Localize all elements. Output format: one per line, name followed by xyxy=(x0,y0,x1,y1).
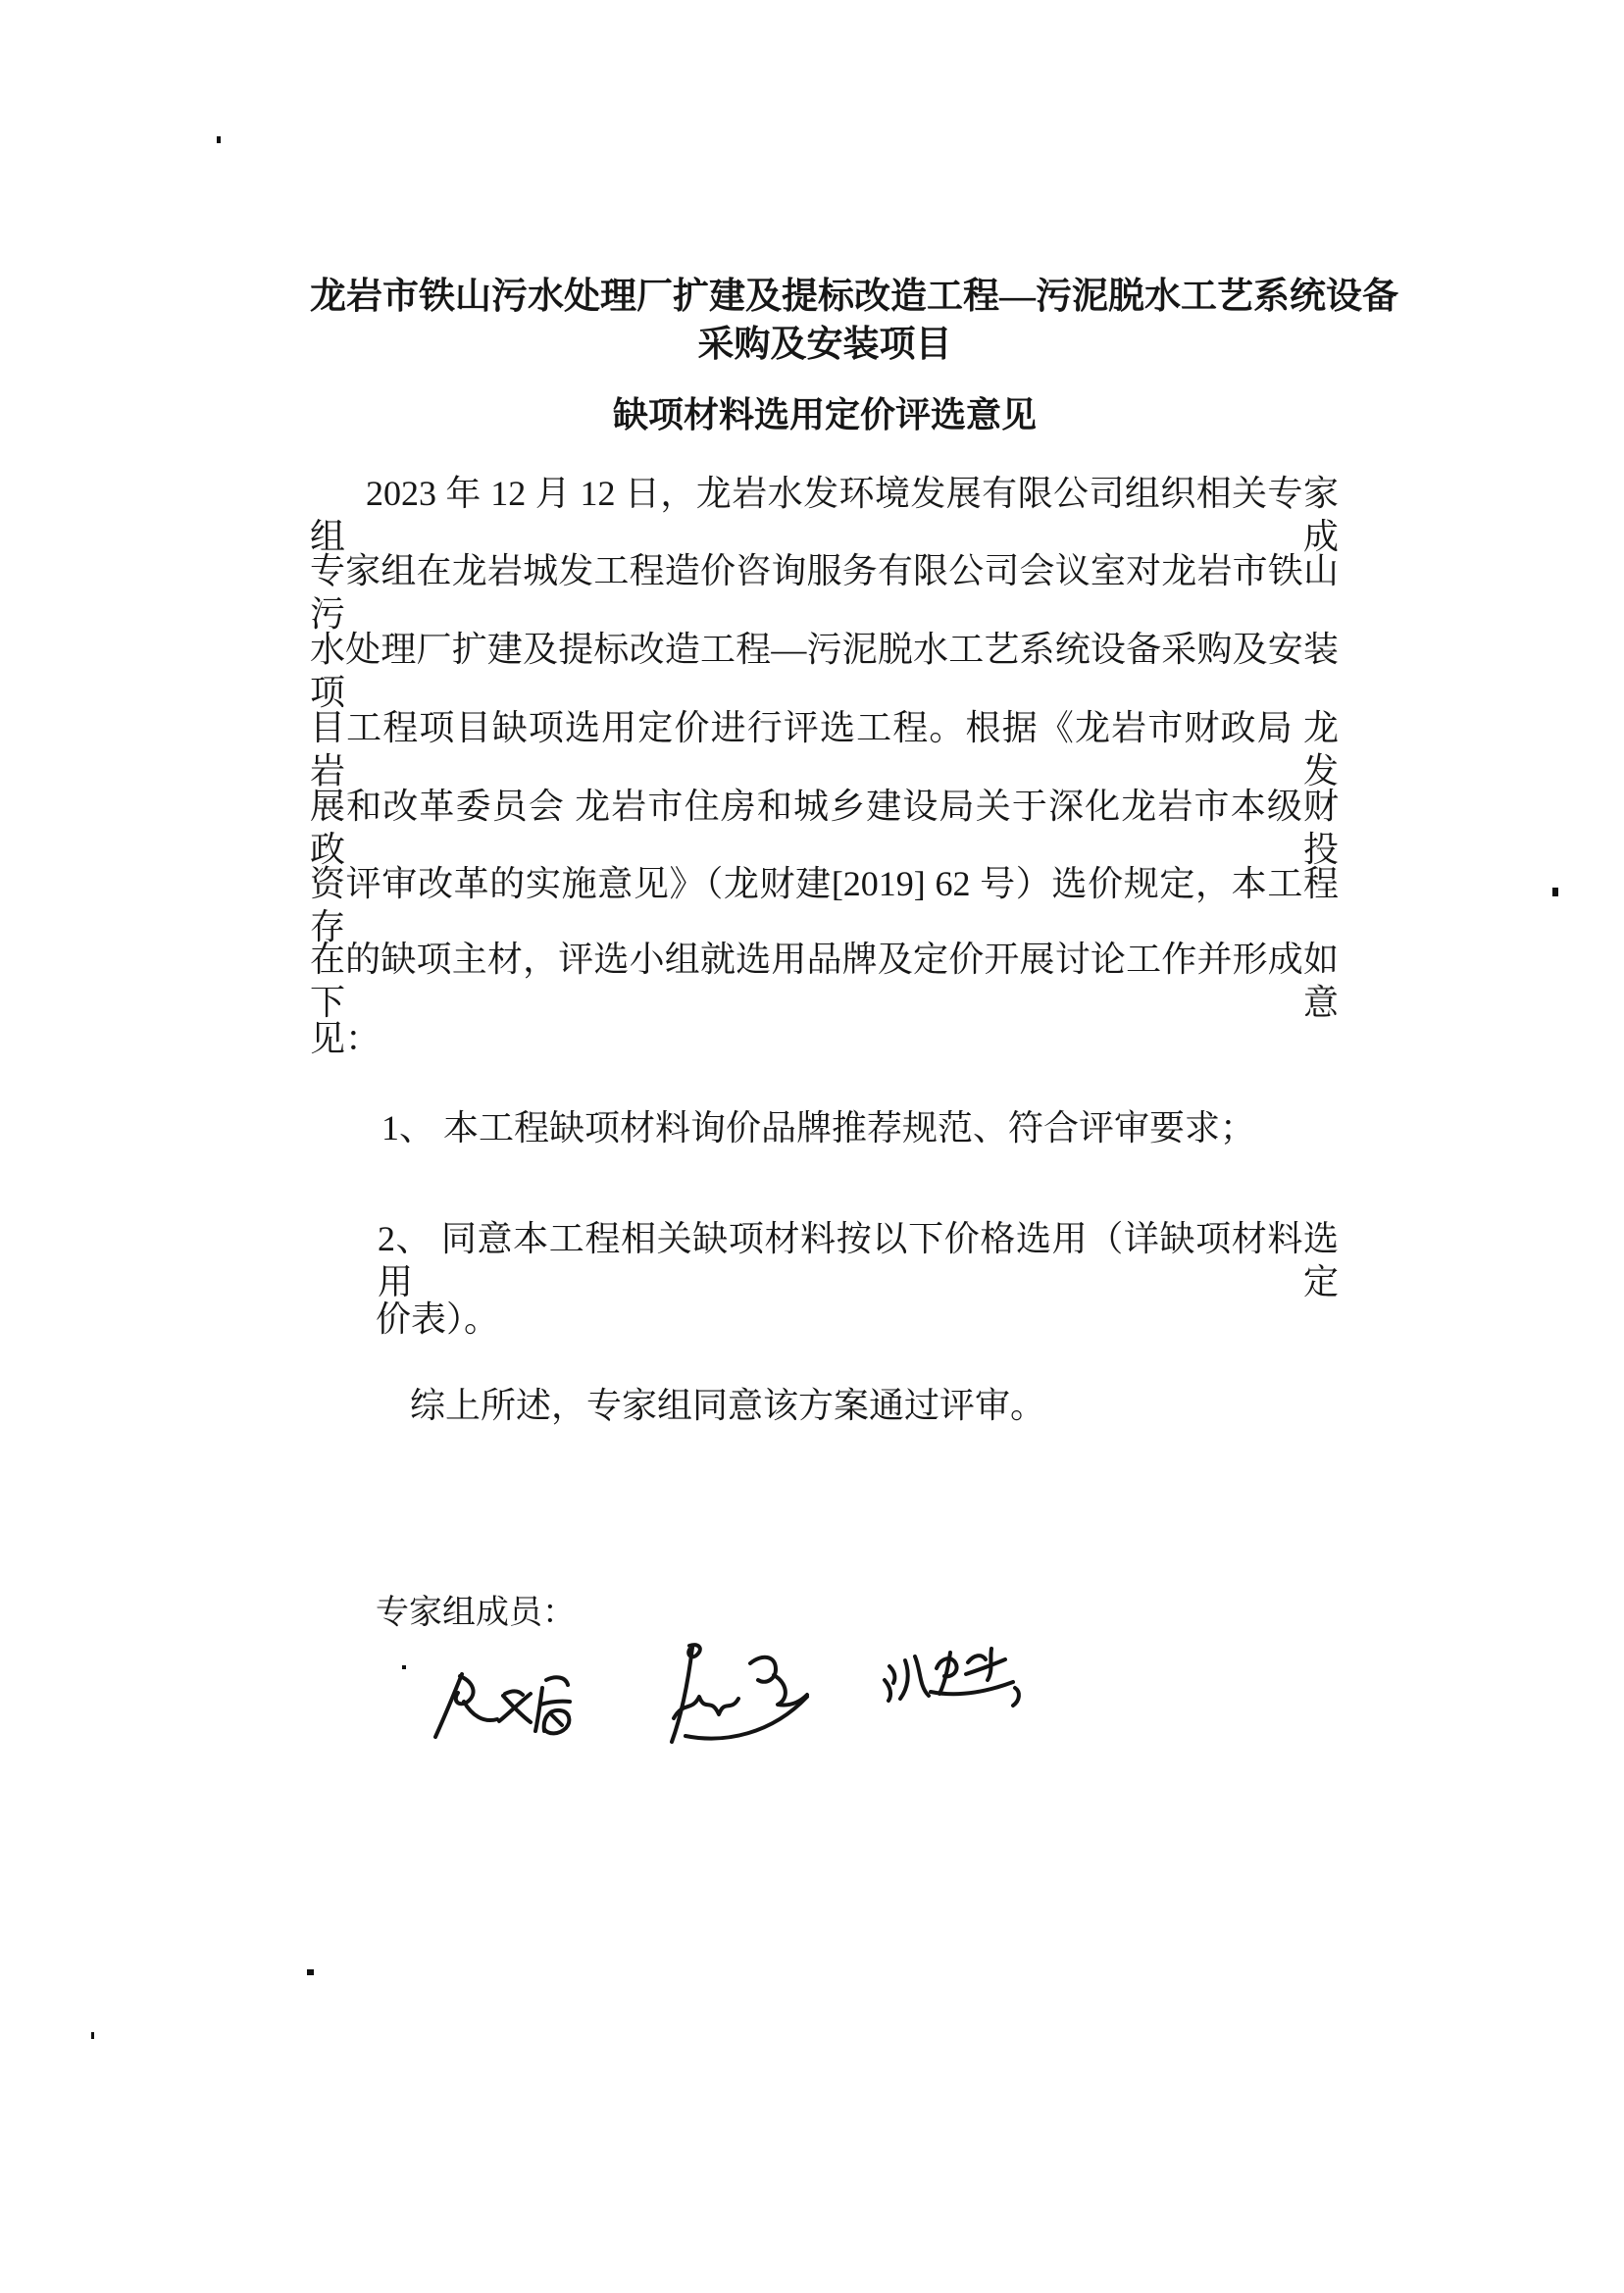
paragraph-line: 展和改革委员会 龙岩市住房和城乡建设局关于深化龙岩市本级财政投 xyxy=(310,787,1339,869)
paragraph-line: 资评审改革的实施意见》（龙财建[2019] 62 号）选价规定，本工程存 xyxy=(310,864,1339,946)
signature-label: 专家组成员： xyxy=(376,1595,576,1631)
scan-speck xyxy=(1552,888,1558,896)
list-item-2-line2: 价表）。 xyxy=(376,1299,500,1339)
handwritten-signature-1 xyxy=(429,1660,585,1744)
scan-speck xyxy=(91,2032,94,2039)
document-title-line1: 龙岩市铁山污水处理厂扩建及提标改造工程—污泥脱水工艺系统设备 xyxy=(310,277,1398,317)
scan-speck xyxy=(402,1665,406,1669)
list-item-1: 1、 本工程缺项材料询价品牌推荐规范、符合评审要求； xyxy=(381,1108,1256,1147)
paragraph-line: 2023 年 12 月 12 日，龙岩水发环境发展有限公司组织相关专家组成 xyxy=(310,474,1339,556)
paragraph-line: 在的缺项主材，评选小组就选用品牌及定价开展讨论工作并形成如下意 xyxy=(310,940,1339,1022)
conclusion-line: 综上所述，专家组同意该方案通过评审。 xyxy=(410,1386,1046,1425)
scan-speck xyxy=(307,1969,314,1975)
handwritten-signature-3 xyxy=(880,1645,1027,1711)
paragraph-line: 见： xyxy=(310,1019,381,1058)
list-item-2-line1: 2、 同意本工程相关缺项材料按以下价格选用（详缺项材料选用定 xyxy=(378,1219,1339,1301)
paragraph-line: 水处理厂扩建及提标改造工程—污泥脱水工艺系统设备采购及安装项 xyxy=(310,630,1339,712)
document-subtitle: 缺项材料选用定价评选意见 xyxy=(612,395,1037,434)
paragraph-line: 专家组在龙岩城发工程造价咨询服务有限公司会议室对龙岩市铁山污 xyxy=(310,551,1339,634)
document-title-line2: 采购及安装项目 xyxy=(697,325,952,365)
paragraph-line: 目工程项目缺项选用定价进行评选工程。根据《龙岩市财政局 龙岩发 xyxy=(310,708,1339,790)
scan-speck xyxy=(217,136,221,143)
handwritten-signature-2 xyxy=(660,1640,811,1748)
